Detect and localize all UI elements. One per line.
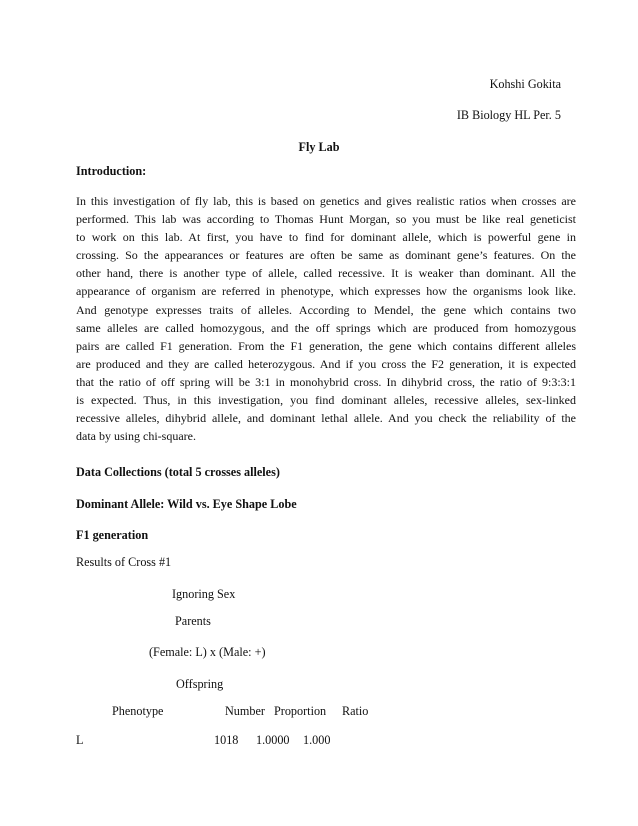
table-header-number: Number	[225, 704, 265, 718]
document-title: Fly Lab	[298, 140, 340, 154]
intro-line: are produced and they are called heterozygous. And if you cross the F2 generation, it is expected	[76, 356, 576, 371]
intro-line: to work on this lab. At first, you have to find for dominant allele, which is powerful gene in	[76, 230, 576, 245]
intro-line: same alleles are called homozygous, and the off springs which are produced from homozygous	[76, 320, 576, 335]
intro-line: pairs are called F1 generation. From the F1 generation, the gene which contains different alleles	[76, 338, 576, 353]
intro-line: And genotype expresses traits of alleles. According to Mendel, the gene which contains two	[76, 302, 576, 317]
intro-line: that the ratio of off spring will be 3:1 in monohybrid cross. In dihybrid cross, the ratio of 9:3:3:1	[76, 374, 576, 389]
introduction-paragraph	[76, 194, 576, 447]
intro-line: data by using chi-square.	[76, 429, 196, 444]
course-line: IB Biology HL Per. 5	[456, 108, 561, 122]
table-cell-number: 1018	[214, 733, 239, 747]
ignoring-sex-label: Ignoring Sex	[172, 587, 236, 601]
table-header-phenotype: Phenotype	[112, 704, 164, 718]
table-cell-phenotype: L	[76, 733, 84, 747]
intro-line: other hand, there is another type of allele, called recessive. It is weaker than dominant. All the	[76, 266, 576, 281]
dominant-allele-heading: Dominant Allele: Wild vs. Eye Shape Lobe	[76, 497, 297, 511]
results-label: Results of Cross #1	[76, 555, 172, 569]
parents-label: Parents	[175, 614, 211, 628]
intro-line: performed. This lab was according to Thomas Hunt Morgan, so you must be like real geneticist	[76, 212, 576, 227]
parents-cross: (Female: L) x (Male: +)	[149, 645, 266, 659]
offspring-label: Offspring	[176, 677, 224, 691]
intro-line: appearance of organism are referred in phenotype, which expresses how the organisms look like.	[76, 284, 576, 299]
table-cell-ratio: 1.000	[303, 733, 331, 747]
table-header-ratio: Ratio	[342, 704, 369, 718]
table-header-proportion: Proportion	[274, 704, 327, 718]
f1-generation-heading: F1 generation	[76, 528, 149, 542]
table-cell-proportion: 1.0000	[256, 733, 290, 747]
intro-line: recessive alleles, dihybrid allele, and dominant lethal allele. And you check the reliability of the	[76, 411, 576, 426]
author-name: Kohshi Gokita	[489, 77, 561, 91]
intro-line: In this investigation of fly lab, this is based on genetics and gives realistic ratios when crosses are	[76, 194, 576, 208]
intro-line: is expected. Thus, in this investigation, you find dominant alleles, recessive alleles, sex-linked	[76, 393, 576, 408]
intro-line: crossing. So the appearances or features are often be same as dominant gene’s features. On the	[76, 248, 576, 263]
introduction-heading: Introduction:	[76, 164, 147, 178]
data-collections-heading: Data Collections (total 5 crosses alleles)	[76, 465, 280, 479]
